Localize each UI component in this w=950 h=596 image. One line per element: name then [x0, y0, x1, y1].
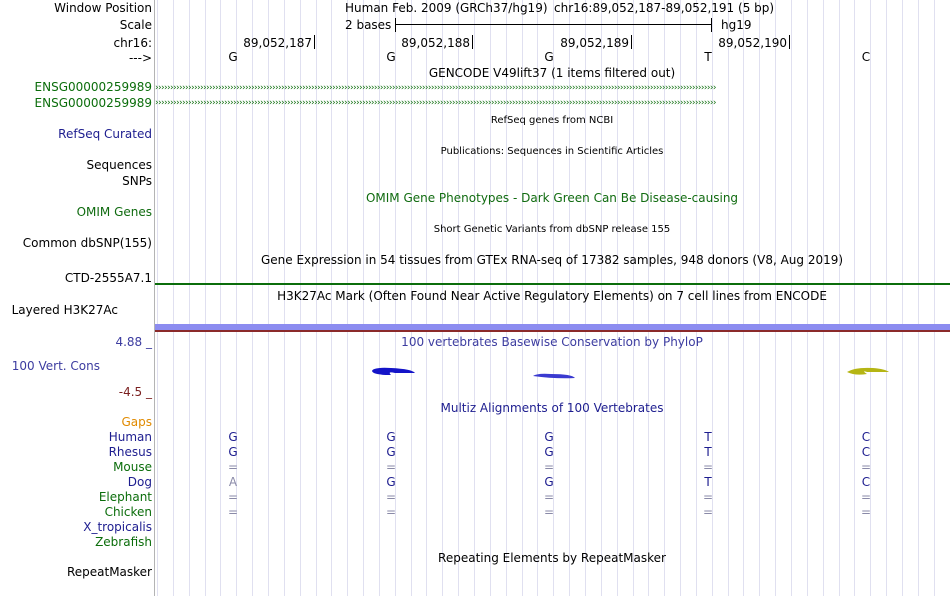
label-strand[interactable]: --->	[128, 51, 152, 65]
scale-text: 2 bases	[345, 18, 392, 32]
base-letter: G	[228, 50, 238, 64]
gtex-track-title: Gene Expression in 54 tissues from GTEx RNA-seq of 17382 samples, 948 donors (V8, Aug 2019)	[260, 253, 844, 267]
label-gaps[interactable]: Gaps	[121, 415, 152, 429]
refseq-track-title: RefSeq genes from NCBI	[490, 115, 614, 126]
label-layered-h3k27ac[interactable]: Layered H3K27Ac	[11, 303, 118, 317]
scale-db-text: hg19	[721, 18, 752, 32]
alignment-base-dog: C	[861, 475, 871, 489]
label-species-zebrafish[interactable]: Zebrafish	[95, 535, 152, 549]
phylop-signal[interactable]	[155, 360, 950, 384]
alignment-base-chicken: =	[543, 505, 555, 519]
alignment-base-rhesus: G	[544, 445, 554, 459]
alignment-base-dog: T	[704, 475, 712, 489]
alignment-base-human: G	[386, 430, 396, 444]
label-omim-genes[interactable]: OMIM Genes	[76, 205, 152, 219]
alignment-base-chicken: =	[860, 505, 872, 519]
label-ctd-2555a7[interactable]: CTD-2555A7.1	[64, 271, 152, 285]
alignment-base-mouse: =	[860, 460, 872, 474]
ctd-gene-line[interactable]	[155, 283, 950, 285]
label-common-dbsnp[interactable]: Common dbSNP(155)	[22, 236, 152, 250]
label-sequences[interactable]: Sequences	[86, 158, 152, 172]
alignment-base-elephant: =	[385, 490, 397, 504]
label-100-vert-cons[interactable]: 100 Vert. Cons	[11, 359, 100, 373]
label-snps[interactable]: SNPs	[122, 174, 152, 188]
label-ensg-2[interactable]: ENSG00000259989	[34, 96, 152, 110]
alignment-base-rhesus: G	[386, 445, 396, 459]
label-species-human[interactable]: Human	[108, 430, 152, 444]
alignment-base-elephant: =	[543, 490, 555, 504]
alignment-base-chicken: =	[702, 505, 714, 519]
label-refseq-curated[interactable]: RefSeq Curated	[58, 127, 152, 141]
repeatmasker-track-title: Repeating Elements by RepeatMasker	[438, 551, 666, 565]
label-ensg-1[interactable]: ENSG00000259989	[34, 80, 152, 94]
label-window-position[interactable]: Window Position	[54, 1, 152, 15]
alignment-base-elephant: =	[860, 490, 872, 504]
ensg-gene-2[interactable]: ›››››››››››››››››››››››››››››››››››››››››››››››››››››››››››››››››››››››››››››››››››››››››››››››››››››››››››››››››››››››››››››››››››››››››››››››››››››››››››››››››››››››››››››››››››››››››››	[155, 98, 716, 108]
track-label-column	[0, 0, 154, 596]
publications-track-title: Publications: Sequences in Scientific Articles	[440, 146, 664, 157]
alignment-base-elephant: =	[227, 490, 239, 504]
alignment-base-human: C	[861, 430, 871, 444]
dbsnp-track-title: Short Genetic Variants from dbSNP release 155	[433, 224, 671, 235]
alignment-base-mouse: =	[227, 460, 239, 474]
coordinate-tick	[789, 35, 790, 49]
coordinate-label: 89,052,188	[401, 36, 470, 50]
scale-bar-right-tick	[711, 18, 712, 32]
base-letter: G	[544, 50, 554, 64]
alignment-base-chicken: =	[227, 505, 239, 519]
h3k27ac-track-title: H3K27Ac Mark (Often Found Near Active Regulatory Elements) on 7 cell lines from ENCODE	[277, 289, 827, 303]
label-species-x-tropicalis[interactable]: X_tropicalis	[83, 520, 152, 534]
base-letter: G	[386, 50, 396, 64]
gencode-track-title: GENCODE V49lift37 (1 items filtered out)	[428, 66, 676, 80]
omim-track-title: OMIM Gene Phenotypes - Dark Green Can Be Disease-causing	[365, 191, 739, 205]
ensg-gene-1[interactable]: ›››››››››››››››››››››››››››››››››››››››››››››››››››››››››››››››››››››››››››››››››››››››››››››››››››››››››››››››››››››››››››››››››››››››››››››››››››››››››››››››››››››››››››››››››››››››››››	[155, 83, 716, 93]
alignment-base-human: G	[228, 430, 238, 444]
scale-bar-left-tick	[395, 18, 396, 32]
base-letter: C	[861, 50, 871, 64]
coordinate-tick	[631, 35, 632, 49]
coordinate-label: 89,052,189	[560, 36, 629, 50]
alignment-base-dog: A	[228, 475, 238, 489]
h3k27ac-baseline	[155, 330, 950, 332]
scale-bar	[395, 24, 711, 25]
track-data-area[interactable]	[155, 0, 950, 596]
alignment-base-rhesus: C	[861, 445, 871, 459]
label-species-elephant[interactable]: Elephant	[98, 490, 152, 504]
alignment-base-dog: G	[386, 475, 396, 489]
label-species-rhesus[interactable]: Rhesus	[108, 445, 152, 459]
alignment-base-dog: G	[544, 475, 554, 489]
alignment-base-mouse: =	[543, 460, 555, 474]
coordinate-label: 89,052,187	[243, 36, 312, 50]
label-chrom[interactable]: chr16:	[113, 36, 152, 50]
alignment-base-rhesus: G	[228, 445, 238, 459]
coordinate-label: 89,052,190	[718, 36, 787, 50]
label-phylop-max: 4.88 _	[115, 335, 152, 349]
label-species-mouse[interactable]: Mouse	[113, 460, 152, 474]
label-phylop-min: -4.5 _	[118, 385, 152, 399]
coordinate-tick	[472, 35, 473, 49]
window-position-text: chr16:89,052,187-89,052,191 (5 bp)	[554, 1, 775, 15]
assembly-title: Human Feb. 2009 (GRCh37/hg19)	[345, 1, 548, 15]
phylop-track-title: 100 vertebrates Basewise Conservation by PhyloP	[401, 335, 703, 349]
base-letter: T	[704, 50, 712, 64]
alignment-base-elephant: =	[702, 490, 714, 504]
coordinate-tick	[314, 35, 315, 49]
label-species-dog[interactable]: Dog	[127, 475, 152, 489]
alignment-base-mouse: =	[702, 460, 714, 474]
label-repeatmasker[interactable]: RepeatMasker	[66, 565, 152, 579]
label-scale[interactable]: Scale	[119, 18, 152, 32]
alignment-base-mouse: =	[385, 460, 397, 474]
multiz-track-title: Multiz Alignments of 100 Vertebrates	[440, 401, 664, 415]
alignment-base-human: G	[544, 430, 554, 444]
alignment-base-human: T	[704, 430, 712, 444]
alignment-base-chicken: =	[385, 505, 397, 519]
label-species-chicken[interactable]: Chicken	[104, 505, 152, 519]
alignment-base-rhesus: T	[704, 445, 712, 459]
